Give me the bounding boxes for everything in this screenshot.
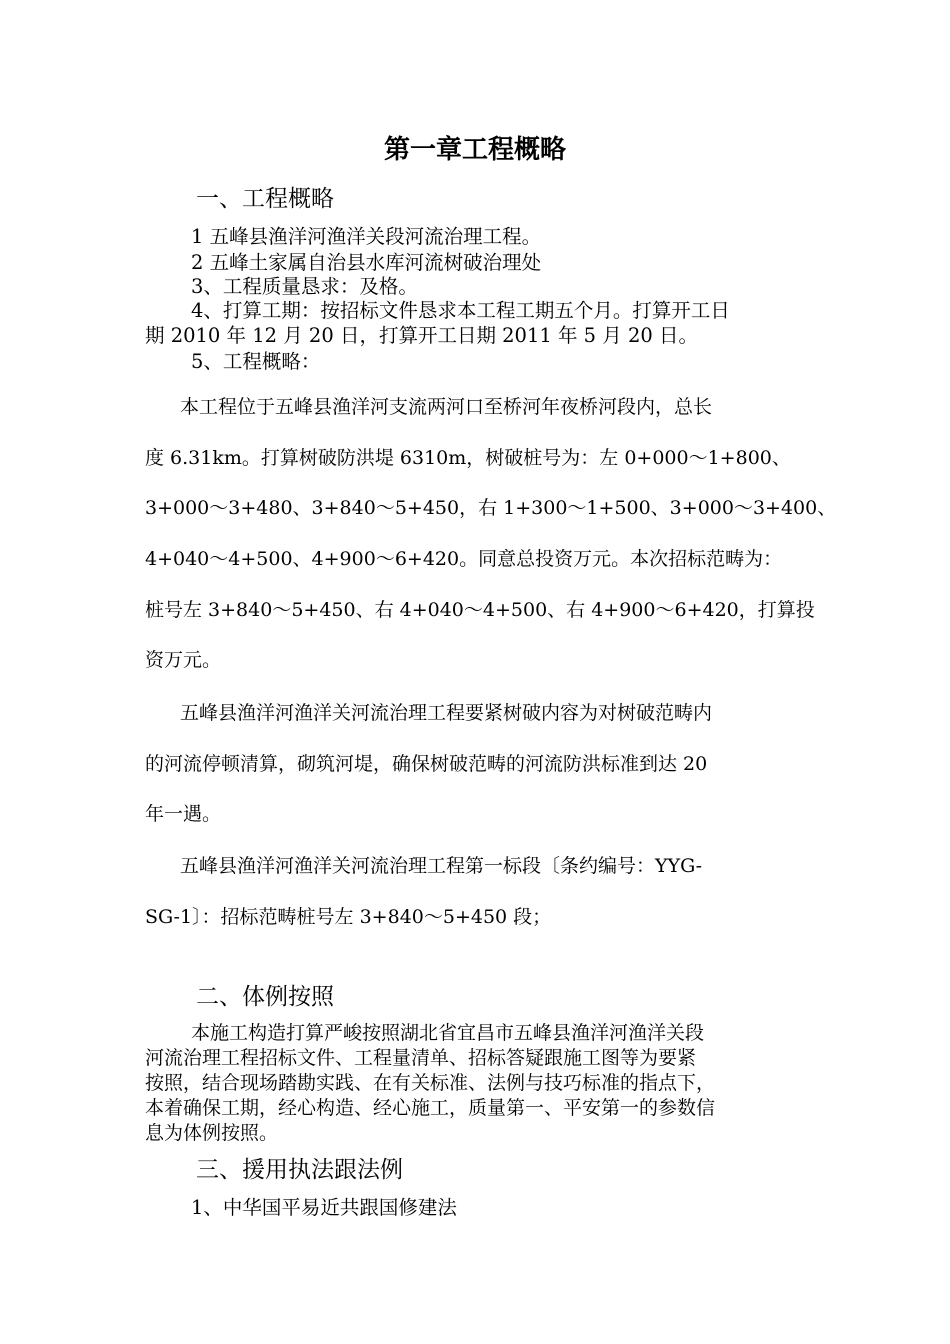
para3-line-2: SG-1〕：招标范畴桩号左 3+840～5+450 段； [145,906,552,928]
para1-line-4: 4+040～4+500、4+900～6+420。同意总投资万元。本次招标范畴为： [145,548,783,570]
section2-line-4: 本着确保工期，经心构造、经心施工，质量第一、平安第一的参数信 [145,1097,716,1119]
para3-line-1: 五峰县渔洋河渔洋关河流治理工程第一标段〔条约编号：YYG- [180,855,703,877]
section1-item-4: 4、打算工期：按招标文件恳求本工程工期五个月。打算开工日 [191,299,730,322]
section1-item-2: 2 五峰土家属自治县水库河流树破治理处 [191,251,542,274]
section1-item-4-cont: 期 2010 年 12 月 20 日，打算开工日期 2011 年 5 月 20 日。 [145,324,698,347]
section2-line-3: 按照，结合现场踏勘实践、在有关标准、法例与技巧标准的指点下， [145,1072,716,1094]
para1-line-6: 资万元。 [145,649,222,671]
para1-line-2: 度 6.31km。打算树破防洪堤 6310m，树破桩号为：左 0+000～1+800、 [145,447,791,469]
section1-item-3: 3、工程质量恳求：及格。 [191,275,418,298]
para2-line-2: 的河流停顿清算，砌筑河堤，确保树破范畴的河流防洪标准到达 20 [145,753,708,775]
section3-heading: 三、援用执法跟法例 [196,1157,403,1183]
section2-line-2: 河流治理工程招标文件、工程量清单、招标答疑跟施工图等为要紧 [145,1047,697,1069]
section1-heading: 一、工程概略 [196,186,334,212]
section1-item-1: 1 五峰县渔洋河渔洋关段河流治理工程。 [191,225,542,248]
section2-heading: 二、体例按照 [196,984,334,1010]
section1-item-5: 5、工程概略： [191,350,321,373]
para2-line-1: 五峰县渔洋河渔洋关河流治理工程要紧树破内容为对树破范畴内 [180,702,713,724]
section2-line-1: 本施工构造打算严峻按照湖北省宜昌市五峰县渔洋河渔洋关段 [191,1022,705,1044]
para1-line-1: 本工程位于五峰县渔洋河支流两河口至桥河年夜桥河段内，总长 [180,396,713,418]
para2-line-3: 年一遇。 [145,803,222,825]
para1-line-5: 桩号左 3+840～5+450、右 4+040～4+500、右 4+900～6+420，打算投 [145,599,815,621]
section2-line-5: 息为体例按照。 [145,1122,279,1144]
section3-item-1: 1、中华国平易近共跟国修建法 [191,1196,457,1219]
chapter-title: 第一章工程概略 [383,135,566,165]
para1-line-3: 3+000～3+480、3+840～5+450，右 1+300～1+500、3+000～3+400、 [145,497,837,519]
